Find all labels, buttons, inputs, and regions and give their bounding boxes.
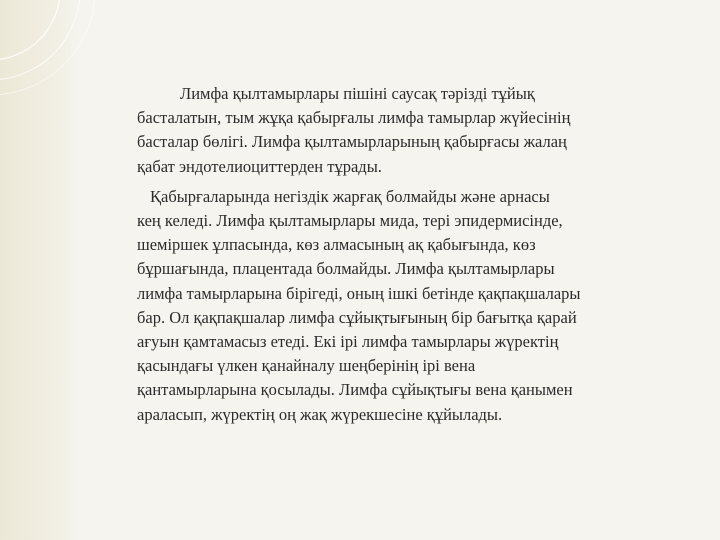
- text-line: шеміршек ұлпасында, көз алмасының ақ қабығында, көз: [137, 235, 536, 255]
- corner-ornament: [0, 0, 120, 120]
- paragraph-1: [137, 82, 682, 179]
- text-line: басталар бөлігі. Лимфа қылтамырларының қабырғасы жалаң: [137, 132, 567, 152]
- text-line: ағуын қамтамасыз етеді. Екі ірі лимфа тамырлары жүректің: [137, 332, 559, 352]
- body-text: [137, 82, 682, 433]
- text-line: Қабырғаларында негіздік жарғақ болмайды және арнасы: [150, 186, 550, 206]
- text-line: қасындағы үлкен қанайналу шеңберінің ірі вена: [137, 356, 476, 376]
- text-line: араласып, жүректің оң жақ жүрекшесіне құйылады.: [137, 404, 503, 424]
- text-line: қабат эндотелиоциттерден тұрады.: [137, 156, 382, 176]
- text-line: бар. Ол қақпақшалар лимфа сұйықтығының бір бағытқа қарай: [137, 307, 577, 327]
- text-line: лимфа тамырларына бірігеді, оның ішкі бетінде қақпақшалары: [137, 283, 581, 303]
- paragraph-2: [137, 185, 682, 427]
- text-line: басталатын, тым жұқа қабырғалы лимфа тамырлар жүйесінің: [137, 108, 571, 128]
- text-line: Лимфа қылтамырлары пішіні саусақ тәрізді тұйық: [180, 84, 535, 103]
- text-line: кең келеді. Лимфа қылтамырлары мида, тері эпидермисінде,: [137, 211, 563, 231]
- text-line: қантамырларына қосылады. Лимфа сұйықтығы вена қанымен: [137, 380, 573, 400]
- text-line: бұршағында, плацентада болмайды. Лимфа қылтамырлары: [137, 259, 555, 279]
